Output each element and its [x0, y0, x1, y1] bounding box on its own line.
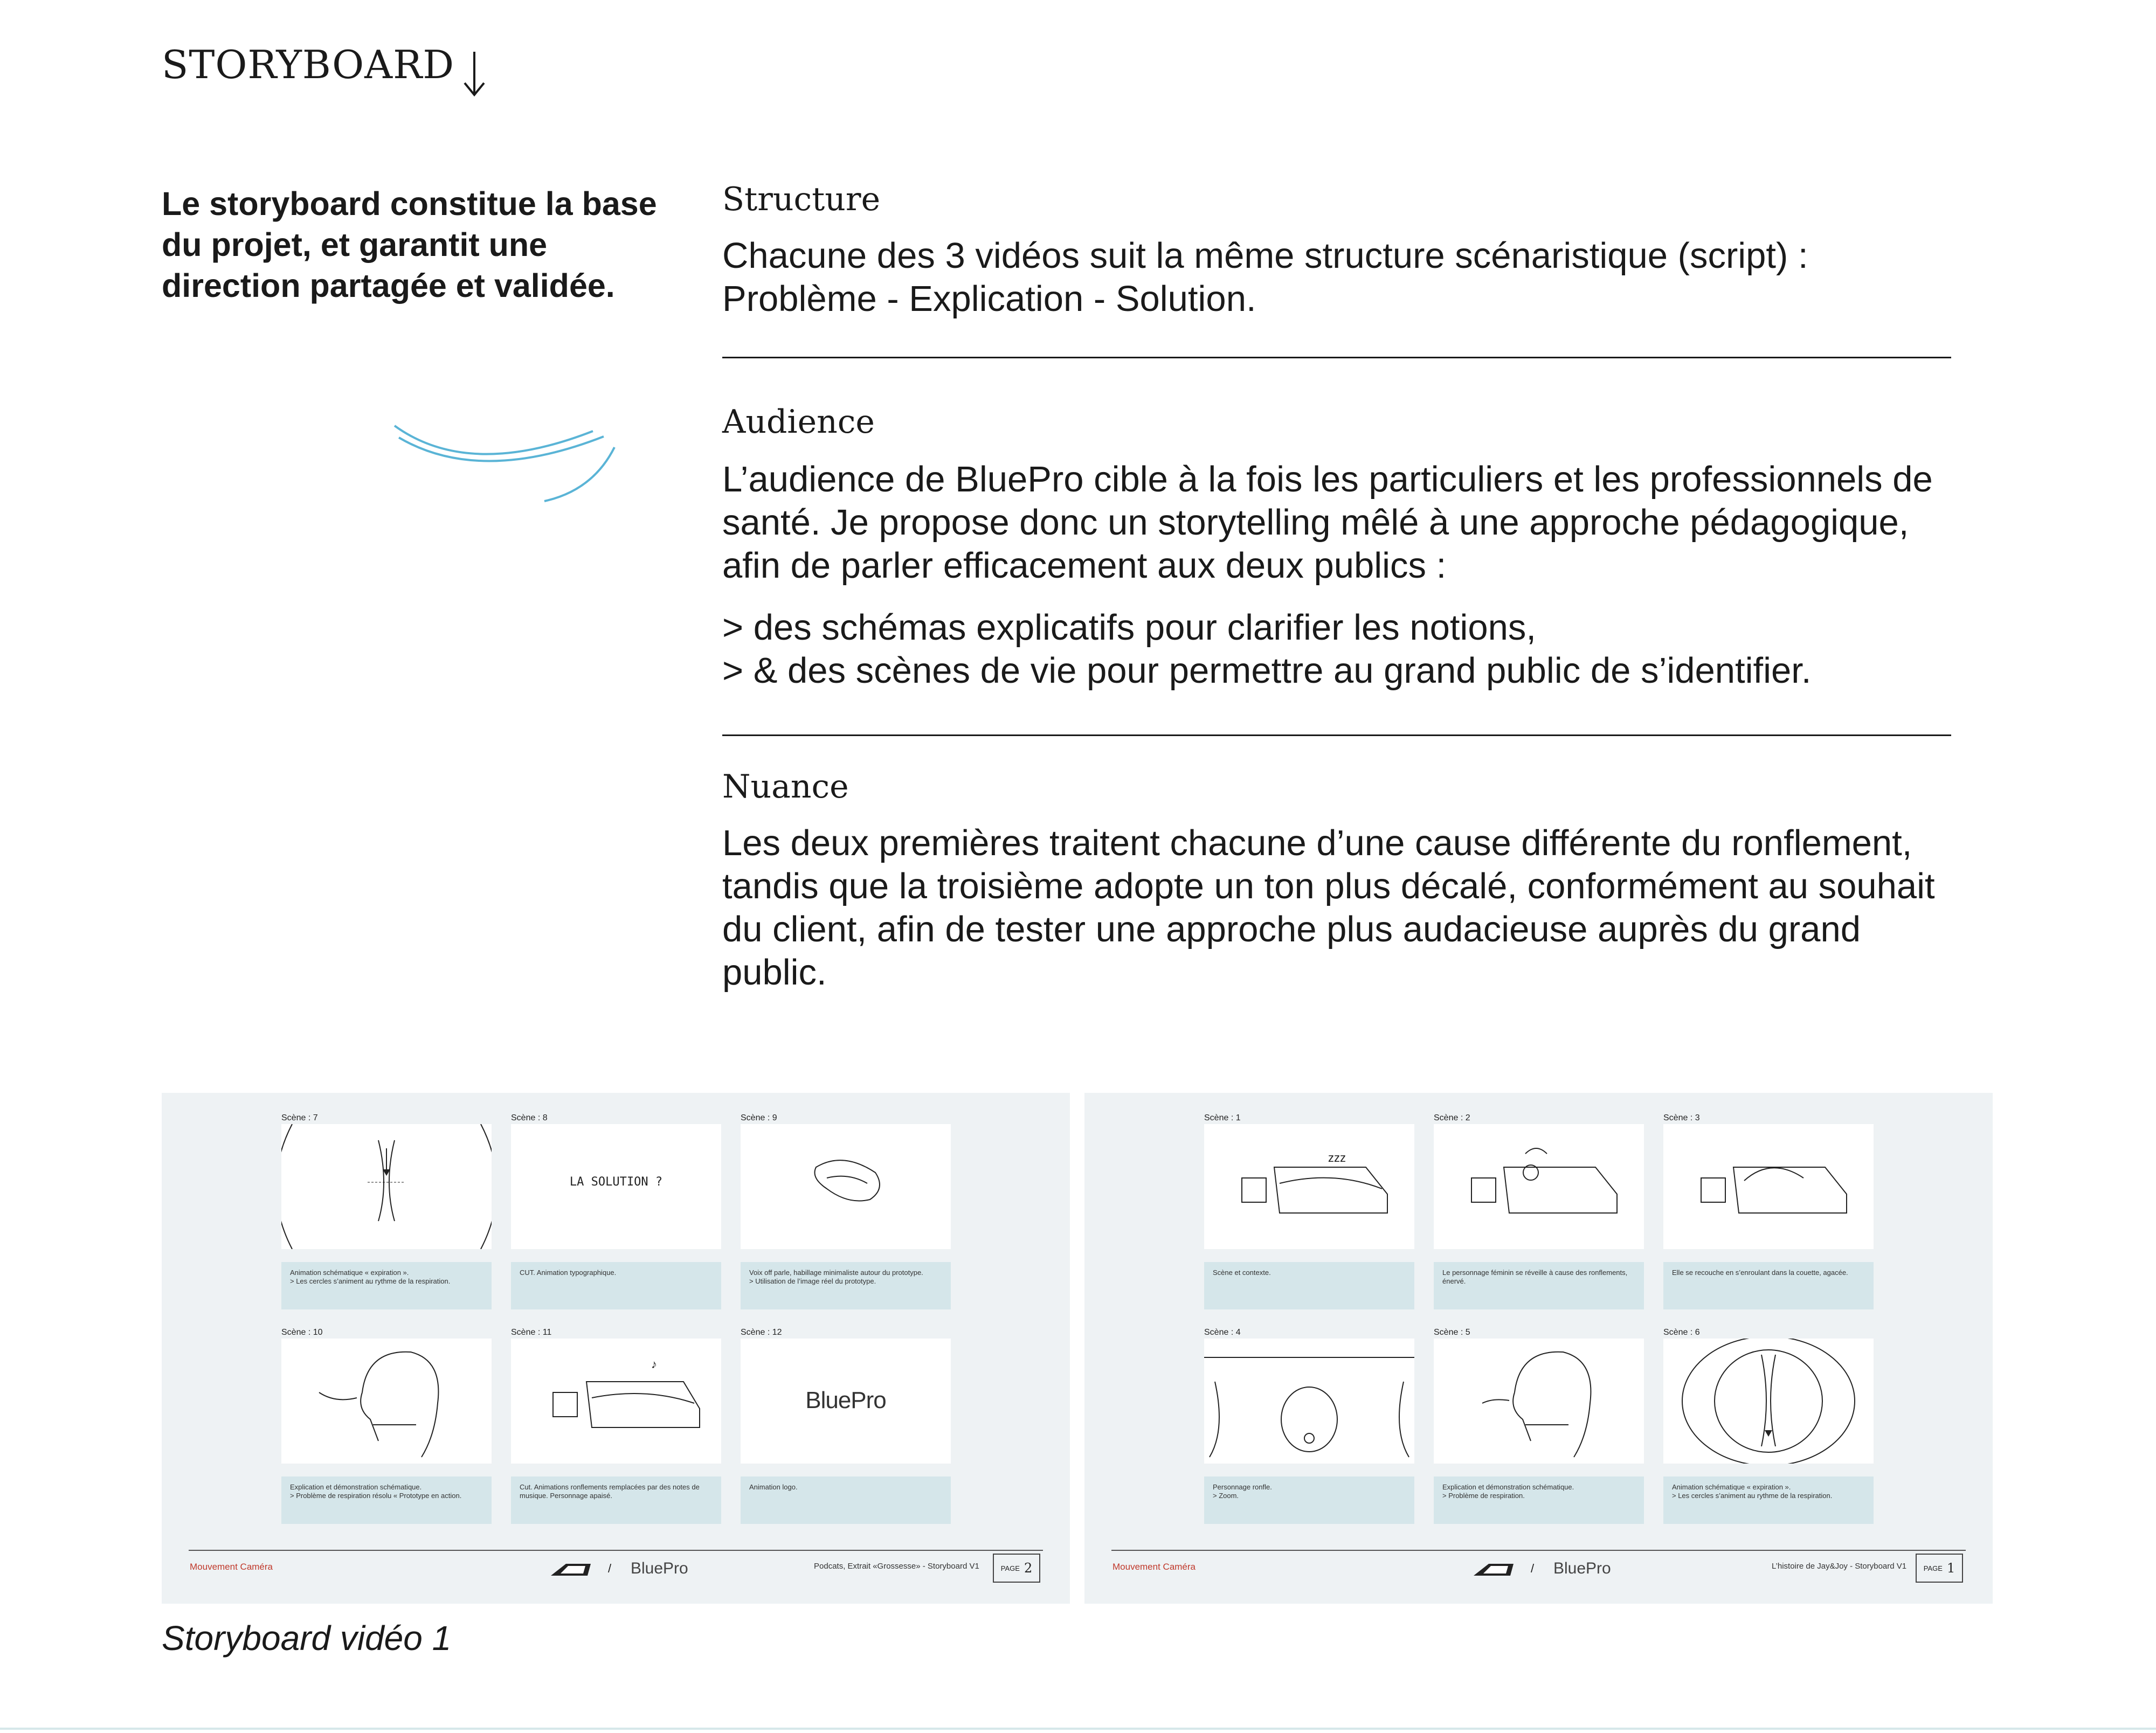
scene-caption-box — [1434, 1262, 1644, 1309]
footer-camera-label: Mouvement Caméra — [190, 1562, 273, 1572]
scene-caption-box — [1434, 1476, 1644, 1524]
scene-label: Scène : 1 — [1204, 1113, 1241, 1122]
mouthguard-sketch — [741, 1124, 951, 1249]
head-profile-sketch — [1434, 1339, 1644, 1464]
divider — [722, 734, 1951, 736]
scene-label: Scène : 5 — [1434, 1328, 1470, 1337]
bottom-border — [0, 1728, 2156, 1730]
scene-frame — [1204, 1339, 1414, 1464]
bed-recouche-sketch — [1663, 1124, 1874, 1249]
bed-scene-sketch — [1204, 1124, 1414, 1249]
storyboard-page — [162, 1093, 1070, 1604]
footer-page-box — [1916, 1554, 1963, 1583]
footer-separator: / — [608, 1562, 612, 1575]
footer-separator: / — [1531, 1562, 1535, 1575]
scene-caption-box — [511, 1262, 721, 1309]
footer-logos — [550, 1557, 690, 1579]
scene-caption: Cut. Animations ronflements remplacées par des notes de musique. Personnage apaisé. — [520, 1483, 700, 1500]
face-closeup-sketch — [1204, 1339, 1414, 1464]
section-heading-nuance: Nuance — [722, 768, 849, 806]
page-number: 1 — [1946, 1561, 1955, 1576]
section-heading-audience: Audience — [722, 403, 875, 441]
scene-label: Scène : 10 — [281, 1328, 323, 1337]
scene-caption: Elle se recouche en s’enroulant dans la couette, agacée. — [1672, 1268, 1848, 1277]
head-profile-sketch — [281, 1339, 492, 1464]
bluepro-logo: BluePro — [805, 1387, 886, 1413]
scene-label: Scène : 3 — [1663, 1113, 1700, 1122]
footer-camera-label: Mouvement Caméra — [1112, 1562, 1196, 1572]
scene-caption: Explication et démonstration schématique. > Problème de respiration. — [1442, 1483, 1574, 1500]
audience-bullet-list — [722, 606, 1962, 692]
scene-caption-box — [1663, 1476, 1874, 1524]
scene-caption-box — [1204, 1262, 1414, 1309]
figure-caption: Storyboard vidéo 1 — [162, 1619, 452, 1658]
page-number: 2 — [1024, 1561, 1033, 1576]
footer-rule — [189, 1550, 1043, 1551]
scene-frame — [281, 1339, 492, 1464]
scene-caption-box — [1663, 1262, 1874, 1309]
footer-rule — [1111, 1550, 1966, 1551]
brand-mark-icon — [550, 1562, 593, 1578]
scene-caption: Le personnage féminin se réveille à cause des ronflements, énervé. — [1442, 1268, 1628, 1285]
scene-frame — [511, 1124, 721, 1249]
scene-caption: Explication et démonstration schématique. > Problème de respiration résolu « Prototype en action. — [290, 1483, 462, 1500]
scene-label: Scène : 11 — [511, 1328, 552, 1337]
page-title: STORYBOARD — [162, 42, 455, 87]
section-body-audience: L’audience de BluePro cible à la fois les particuliers et les professionnels de santé. Je propose donc un storytelling mêlé à une approche pédagogique, afin de parler efficacement aux deux publics : — [722, 459, 1933, 586]
scene-caption-box — [281, 1476, 492, 1524]
footer-bluepro-logo: BluePro — [631, 1559, 688, 1577]
footer-bluepro-logo: BluePro — [1553, 1559, 1611, 1577]
footer-page-box — [993, 1554, 1040, 1583]
scene-label: Scène : 6 — [1663, 1328, 1700, 1337]
scene-caption: CUT. Animation typographique. — [520, 1268, 617, 1277]
svg-text:♪: ♪ — [651, 1357, 657, 1371]
intro-lead: Le storyboard constitue la base du projet, et garantit une direction partagée et validée. — [162, 185, 657, 304]
footer-document-title: L’histoire de Jay&Joy - Storyboard V1 — [1772, 1562, 1907, 1571]
scene-caption: Personnage ronfle. > Zoom. — [1213, 1483, 1272, 1500]
scene-frame — [1663, 1339, 1874, 1464]
section-body-nuance: Les deux premières traitent chacune d’une cause différente du ronflement, tandis que la troisième adopte un ton plus décalé, conformément au souhait du client, afin de tester une approche plus audacieuse auprès du grand public. — [722, 823, 1935, 993]
breathing-circles-sketch — [1663, 1339, 1874, 1464]
scene-frame — [281, 1124, 492, 1249]
breathing-circles-sketch — [281, 1124, 492, 1249]
audience-bullet: > des schémas explicatifs pour clarifier les notions, — [722, 607, 1537, 648]
decorative-arcs — [388, 415, 625, 507]
svg-text:zzz: zzz — [1328, 1151, 1346, 1164]
footer-logos — [1473, 1557, 1613, 1579]
scene-frame — [1663, 1124, 1874, 1249]
scene-label: Scène : 8 — [511, 1113, 548, 1122]
scene-caption-box — [1204, 1476, 1414, 1524]
footer-document-title: Podcats, Extrait «Grossesse» - Storyboard V1 — [814, 1562, 979, 1571]
audience-bullet: > & des scènes de vie pour permettre au grand public de s’identifier. — [722, 650, 1812, 691]
bed-wake-sketch — [1434, 1124, 1644, 1249]
brand-mark-icon — [1473, 1562, 1516, 1578]
bed-sleeping-sketch — [511, 1339, 721, 1464]
scene-frame — [1204, 1124, 1414, 1249]
scene-label: Scène : 2 — [1434, 1113, 1470, 1122]
scene-caption: Scène et contexte. — [1213, 1268, 1271, 1277]
section-heading-structure: Structure — [722, 181, 881, 218]
divider — [722, 357, 1951, 358]
down-arrow-icon — [458, 47, 490, 101]
scene-frame — [741, 1339, 951, 1464]
scene-label: Scène : 4 — [1204, 1328, 1241, 1337]
section-body-structure: Chacune des 3 vidéos suit la même structure scénaristique (script) : Problème - Explication - Solution. — [722, 235, 1808, 319]
scene-caption: Animation logo. — [749, 1483, 798, 1491]
scene-frame — [741, 1124, 951, 1249]
scene-frame — [1434, 1339, 1644, 1464]
scene-label: Scène : 7 — [281, 1113, 318, 1122]
sketch-text: LA SOLUTION ? — [569, 1175, 663, 1189]
scene-caption: Animation schématique « expiration ». > Les cercles s’animent au rythme de la respiration. — [290, 1268, 451, 1285]
storyboard-page — [1084, 1093, 1993, 1604]
scene-label: Scène : 9 — [741, 1113, 777, 1122]
scene-frame — [511, 1339, 721, 1464]
scene-caption-box — [281, 1262, 492, 1309]
scene-caption-box — [741, 1476, 951, 1524]
page-label: PAGE — [1923, 1564, 1943, 1572]
scene-caption-box — [741, 1262, 951, 1309]
scene-caption: Animation schématique « expiration ». > Les cercles s’animent au rythme de la respiration. — [1672, 1483, 1833, 1500]
scene-caption: Voix off parle, habillage minimaliste autour du prototype. > Utilisation de l’image réel du prototype. — [749, 1268, 923, 1285]
scene-caption-box — [511, 1476, 721, 1524]
scene-label: Scène : 12 — [741, 1328, 782, 1337]
page-label: PAGE — [1000, 1564, 1020, 1572]
scene-frame — [1434, 1124, 1644, 1249]
